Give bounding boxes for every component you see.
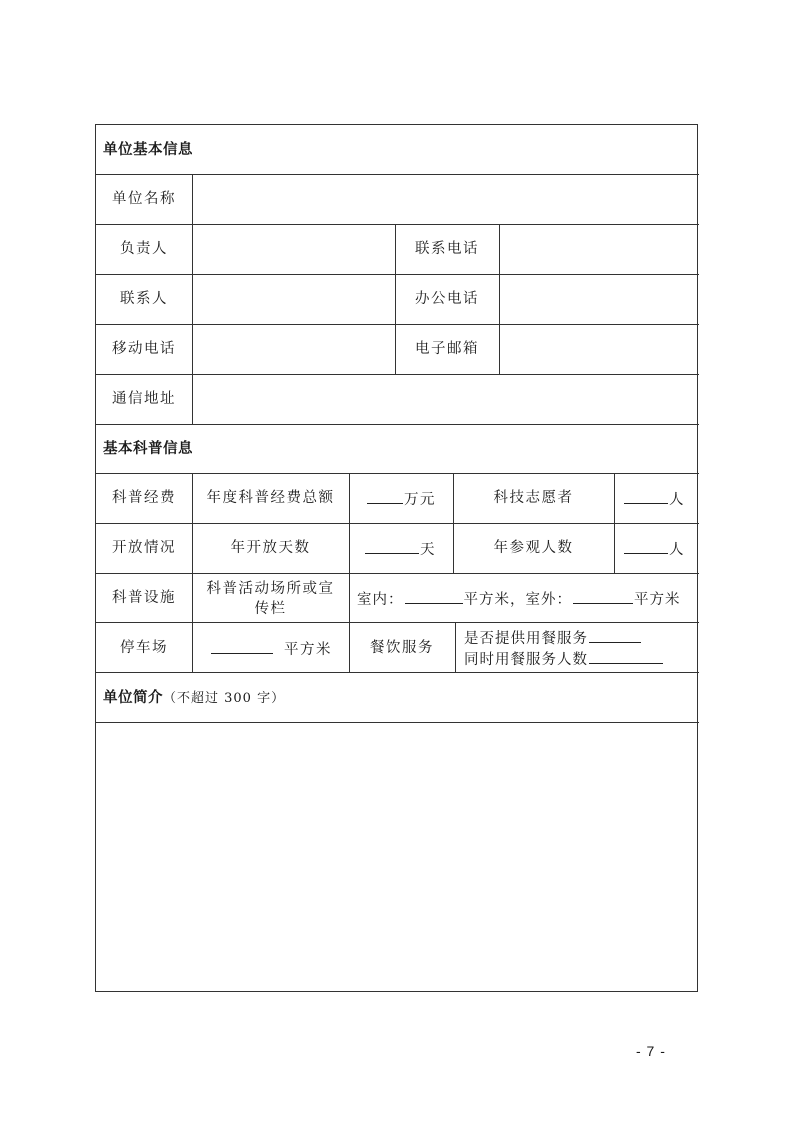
- col-divider: [455, 622, 456, 672]
- parking-input[interactable]: [210, 639, 332, 659]
- email-field[interactable]: [500, 325, 698, 373]
- intro-note: （不超过 300 字）: [163, 691, 286, 706]
- blank-line: [405, 589, 463, 604]
- visitors-input[interactable]: [623, 539, 685, 559]
- label-address: 通信地址: [112, 391, 176, 407]
- address-field[interactable]: [193, 375, 698, 423]
- section-sci-info: 基本科普信息: [103, 441, 193, 457]
- blank-line: [367, 489, 403, 504]
- label-indoor: 室内：: [357, 592, 404, 608]
- blank-line: [573, 589, 633, 604]
- catering-q1-input[interactable]: [464, 628, 642, 648]
- parking-unit: 平方米: [284, 642, 332, 658]
- catering-q2-input[interactable]: [464, 649, 664, 669]
- label-office-phone: 办公电话: [415, 291, 479, 307]
- volunteers-input[interactable]: [623, 489, 685, 509]
- row-divider: [96, 672, 699, 673]
- section-intro: [103, 689, 285, 708]
- page-number: - 7 -: [636, 1043, 666, 1059]
- label-funding: 科普经费: [112, 490, 176, 506]
- contact-phone-field[interactable]: [500, 225, 698, 273]
- leader-field[interactable]: [193, 225, 395, 273]
- section-basic-info: 单位基本信息: [103, 142, 193, 158]
- label-opening: 开放情况: [112, 540, 176, 556]
- unit-person: 人: [669, 542, 685, 558]
- row-divider: [96, 622, 699, 623]
- mobile-field[interactable]: [193, 325, 395, 373]
- contact-person-field[interactable]: [193, 275, 395, 323]
- unit-wan: 万元: [404, 492, 436, 508]
- intro-title: 单位简介: [103, 690, 163, 706]
- col-divider: [349, 473, 350, 573]
- label-contact-person: 联系人: [120, 291, 168, 307]
- blank-line: [211, 639, 273, 654]
- office-phone-field[interactable]: [500, 275, 698, 323]
- row-divider: [96, 473, 699, 474]
- row-divider: [96, 424, 699, 425]
- col-divider: [349, 573, 350, 623]
- label-venue-line2: 传栏: [254, 601, 287, 617]
- intro-textarea[interactable]: [97, 723, 697, 991]
- unit-day: 天: [420, 542, 436, 558]
- label-unit-name: 单位名称: [112, 191, 176, 207]
- label-visitors: 年参观人数: [493, 540, 574, 556]
- label-mobile: 移动电话: [112, 341, 176, 357]
- unit-name-field[interactable]: [193, 175, 698, 223]
- label-catering: 餐饮服务: [370, 640, 434, 656]
- label-annual-funding: 年度科普经费总额: [206, 490, 335, 506]
- row-divider: [96, 523, 699, 524]
- label-open-days: 年开放天数: [230, 540, 311, 556]
- blank-line: [365, 539, 419, 554]
- label-email: 电子邮箱: [415, 341, 479, 357]
- annual-funding-input[interactable]: [349, 489, 453, 509]
- unit-person: 人: [669, 492, 685, 508]
- label-volunteers: 科技志愿者: [493, 490, 574, 506]
- label-catering-q1: 是否提供用餐服务: [464, 631, 588, 647]
- label-venue-line1: 科普活动场所或宣: [206, 581, 335, 597]
- blank-line: [624, 489, 668, 504]
- blank-line: [589, 628, 641, 643]
- label-leader: 负责人: [120, 241, 168, 257]
- label-sqm-outdoor: 平方米，室外：: [463, 592, 572, 608]
- label-contact-phone: 联系电话: [415, 241, 479, 257]
- blank-line: [624, 539, 668, 554]
- open-days-input[interactable]: [364, 539, 436, 559]
- label-parking: 停车场: [120, 640, 168, 656]
- label-facilities: 科普设施: [112, 590, 176, 606]
- label-catering-q2: 同时用餐服务人数: [464, 652, 588, 668]
- registration-form: [95, 124, 698, 992]
- col-divider: [453, 473, 454, 573]
- label-sqm: 平方米: [634, 592, 681, 608]
- row-divider: [96, 573, 699, 574]
- col-divider: [614, 473, 615, 573]
- blank-line: [589, 649, 663, 664]
- area-input[interactable]: [357, 589, 681, 609]
